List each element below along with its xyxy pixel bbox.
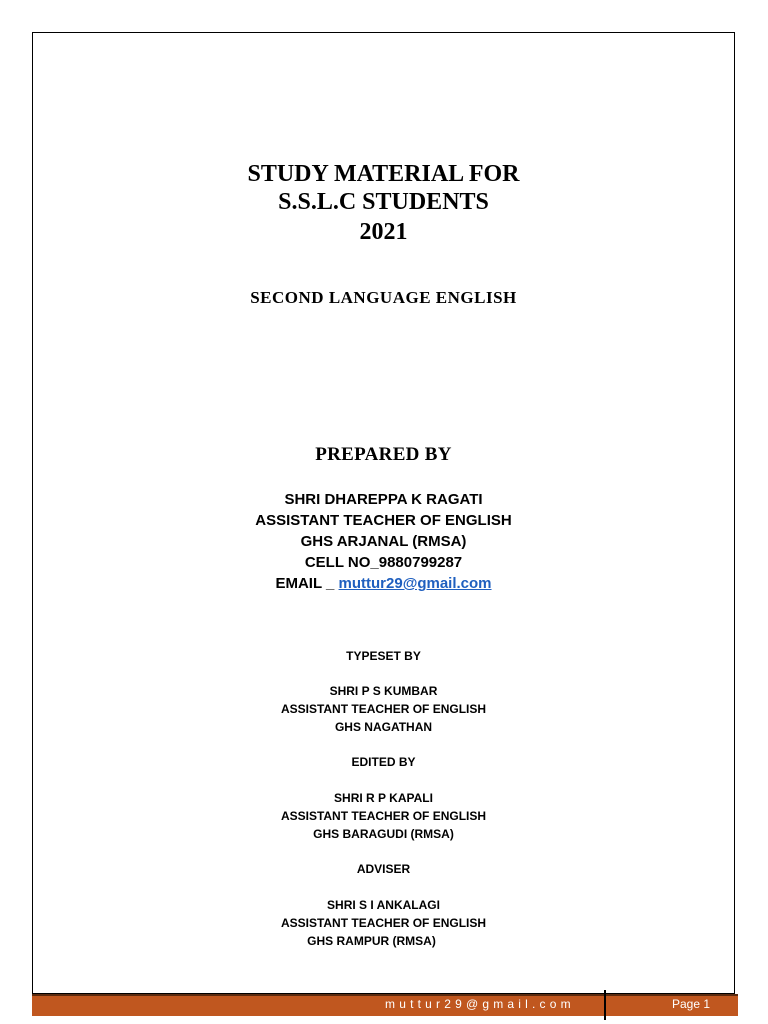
edited-name: SHRI R P KAPALI: [334, 791, 433, 805]
edited-heading: EDITED BY: [351, 755, 416, 769]
subtitle: SECOND LANGUAGE ENGLISH: [250, 288, 517, 307]
footer-email: muttur29@gmail.com: [385, 997, 575, 1011]
author-school: GHS ARJANAL (RMSA): [300, 533, 467, 550]
email-link[interactable]: muttur29@gmail.com: [338, 575, 492, 592]
adviser-name: SHRI S I ANKALAGI: [327, 898, 440, 912]
typeset-school: GHS NAGATHAN: [334, 720, 433, 734]
author-role: ASSISTANT TEACHER OF ENGLISH: [255, 512, 512, 529]
footer-page-number: Page 1: [672, 997, 711, 1011]
email-label: EMAIL _: [275, 575, 335, 592]
typeset-role: ASSISTANT TEACHER OF ENGLISH: [280, 702, 487, 716]
title-line-1: STUDY MATERIAL FOR: [247, 161, 520, 187]
adviser-school: GHS RAMPUR (RMSA): [307, 934, 436, 948]
footer-divider: [604, 990, 606, 1020]
typeset-heading: TYPESET BY: [346, 649, 421, 663]
title-year: 2021: [359, 219, 408, 245]
edited-role: ASSISTANT TEACHER OF ENGLISH: [280, 809, 487, 823]
edited-school: GHS BARAGUDI (RMSA): [313, 827, 454, 841]
adviser-heading: ADVISER: [356, 862, 411, 876]
typeset-name: SHRI P S KUMBAR: [329, 684, 438, 698]
prepared-by-heading: PREPARED BY: [315, 444, 452, 465]
author-cell: CELL NO_9880799287: [304, 554, 463, 571]
author-email-line: [32, 573, 735, 594]
title-line-2: S.S.L.C STUDENTS: [278, 189, 489, 215]
adviser-role: ASSISTANT TEACHER OF ENGLISH: [280, 916, 487, 930]
author-name: SHRI DHAREPPA K RAGATI: [284, 491, 483, 508]
